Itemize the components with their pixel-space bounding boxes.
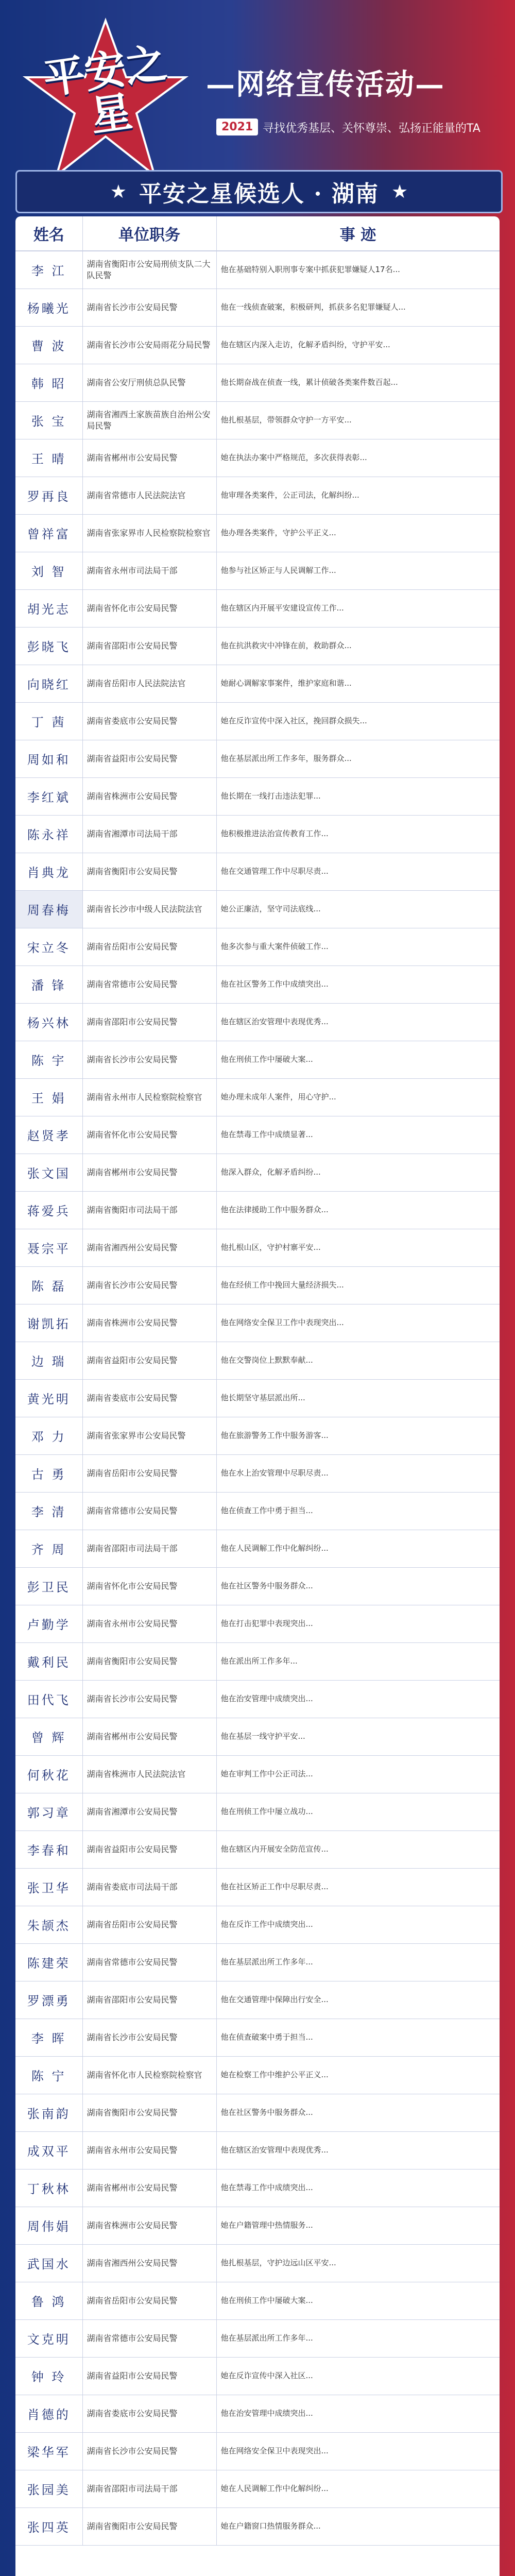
candidate-name: 张南韵 [15,2094,82,2131]
candidate-title: 湖南省长沙市公安局民警 [82,1266,216,1304]
table-row [15,928,500,965]
candidate-deed: 她耐心调解家事案件，维护家庭和谐... [216,665,500,702]
candidate-name: 何秋花 [15,1755,82,1793]
candidate-name: 卢勤学 [15,1605,82,1642]
candidate-title: 湖南省娄底市公安局民警 [82,2395,216,2432]
candidate-deed: 他在辖区治安管理中表现优秀... [216,1003,500,1041]
table-row [15,853,500,890]
candidate-deed: 她办理未成年人案件，用心守护... [216,1078,500,1116]
candidate-name: 李 晖 [15,2019,82,2056]
candidate-name: 杨兴林 [15,1003,82,1041]
candidate-title: 湖南省湘西土家族苗族自治州公安局民警 [82,401,216,439]
table-row [15,401,500,439]
table-row [15,1718,500,1755]
candidate-title: 湖南省怀化市公安局民警 [82,589,216,627]
candidate-name: 李红斌 [15,777,82,815]
candidate-name: 彭卫民 [15,1567,82,1605]
candidate-deed: 她在执法办案中严格规范，多次获得表彰... [216,439,500,477]
candidate-name: 张园美 [15,2470,82,2507]
candidate-deed: 他在交通管理中保障出行安全... [216,1981,500,2019]
candidate-title: 湖南省永州市公安局民警 [82,1605,216,1642]
candidate-title: 湖南省永州市公安局民警 [82,2131,216,2169]
candidate-deed: 他在打击犯罪中表现突出... [216,1605,500,1642]
candidate-name: 黄光明 [15,1379,82,1417]
candidate-deed: 他扎根基层，带领群众守护一方平安... [216,401,500,439]
candidate-deed: 他多次参与重大案件侦破工作... [216,928,500,965]
candidate-deed: 他在网络安全保卫工作中表现突出... [216,1304,500,1342]
candidate-title: 湖南省株洲市公安局民警 [82,777,216,815]
table-row [15,1793,500,1831]
candidate-title: 湖南省永州市人民检察院检察官 [82,1078,216,1116]
candidate-name: 罗再良 [15,477,82,514]
candidate-deed: 他在法律援助工作中服务群众... [216,1191,500,1229]
candidate-table [15,216,500,2546]
table-row [15,1454,500,1492]
table-row [15,1868,500,1906]
table-row [15,2131,500,2169]
candidate-deed: 他在反诈工作中成绩突出... [216,1906,500,1943]
table-header-row [15,216,500,251]
table-row [15,2019,500,2056]
candidate-name: 宋立冬 [15,928,82,965]
candidate-title: 湖南省张家界市人民检察院检察官 [82,514,216,552]
candidate-name: 谢凯拓 [15,1304,82,1342]
candidate-title: 湖南省益阳市公安局民警 [82,2357,216,2395]
candidate-deed: 他在交警岗位上默默奉献... [216,1342,500,1379]
table-row [15,1379,500,1417]
candidate-name: 钟 玲 [15,2357,82,2395]
candidate-title: 湖南省邵阳市司法局干部 [82,1530,216,1567]
table-row [15,1266,500,1304]
candidate-title: 湖南省郴州市公安局民警 [82,439,216,477]
candidate-name: 丁 茜 [15,702,82,740]
candidate-deed: 他在基层一线守护平安... [216,1718,500,1755]
table-row [15,815,500,853]
table-row [15,2319,500,2357]
candidate-title: 湖南省益阳市公安局民警 [82,740,216,777]
candidate-title: 湖南省湘西州公安局民警 [82,2244,216,2282]
candidate-title: 湖南省张家界市公安局民警 [82,1417,216,1454]
table-row [15,2357,500,2395]
table-row [15,2282,500,2319]
header-deed: 事 迹 [216,216,500,251]
candidate-title: 湖南省怀化市公安局民警 [82,1116,216,1154]
table-row [15,364,500,401]
candidate-deed: 他在辖区内开展平安建设宣传工作... [216,589,500,627]
candidate-name: 田代飞 [15,1680,82,1718]
candidate-title: 湖南省岳阳市公安局民警 [82,928,216,965]
candidate-name: 肖典龙 [15,853,82,890]
candidate-deed: 他在人民调解工作中化解纠纷... [216,1530,500,1567]
candidate-deed: 他在辖区内开展安全防范宣传... [216,1831,500,1868]
table-row [15,1417,500,1454]
candidate-title: 湖南省怀化市公安局民警 [82,1567,216,1605]
table-row [15,702,500,740]
candidate-deed: 她公正廉洁，坚守司法底线... [216,890,500,928]
candidate-title: 湖南省长沙市公安局民警 [82,2019,216,2056]
candidate-name: 陈建荣 [15,1943,82,1981]
candidate-deed: 他在基层派出所工作多年，服务群众... [216,740,500,777]
candidate-title: 湖南省益阳市公安局民警 [82,1831,216,1868]
candidate-deed: 他在刑侦工作中屡破大案... [216,1041,500,1078]
table-row [15,251,500,289]
table-row [15,627,500,665]
candidate-deed: 她在户籍管理中热情服务... [216,2207,500,2244]
candidate-title: 湖南省常德市公安局民警 [82,2319,216,2357]
candidate-name: 肖德的 [15,2395,82,2432]
table-row [15,1304,500,1342]
candidate-deed: 他在治安管理中成绩突出... [216,2395,500,2432]
candidate-title: 湖南省常德市公安局民警 [82,965,216,1003]
table-row [15,1831,500,1868]
candidate-name: 陈 宁 [15,2056,82,2094]
candidate-deed: 他在一线侦查破案，积极研判，抓获多名犯罪嫌疑人... [216,289,500,326]
candidate-name: 李 清 [15,1492,82,1530]
candidate-name: 丁秋林 [15,2169,82,2207]
candidate-name: 曾 辉 [15,1718,82,1755]
candidate-deed: 他在基础特别入职刑事专案中抓获犯罪嫌疑人17名... [216,251,500,289]
table-row [15,1642,500,1680]
candidate-name: 潘 锋 [15,965,82,1003]
candidate-deed: 他在辖区治安管理中表现优秀... [216,2131,500,2169]
candidate-deed: 他在旅游警务工作中服务游客... [216,1417,500,1454]
table-row [15,514,500,552]
candidate-title: 湖南省岳阳市人民法院法官 [82,665,216,702]
candidate-title: 湖南省长沙市中级人民法院法官 [82,890,216,928]
table-row [15,289,500,326]
candidate-deed: 他在刑侦工作中屡立战功... [216,1793,500,1831]
header-name: 姓名 [15,216,82,251]
candidate-title: 湖南省长沙市公安局民警 [82,2432,216,2470]
table-row [15,2432,500,2470]
candidate-title: 湖南省长沙市公安局雨花分局民警 [82,326,216,364]
year-tag: 2021 [216,118,258,135]
candidate-title: 湖南省永州市司法局干部 [82,552,216,589]
candidate-deed: 他在抗洪救灾中冲锋在前，救助群众... [216,627,500,665]
banner-title: —网络宣传活动— [206,67,445,101]
candidate-table-container [15,216,500,2576]
candidate-name: 李春和 [15,1831,82,1868]
candidate-title: 湖南省邵阳市公安局民警 [82,1003,216,1041]
candidate-title: 湖南省衡阳市公安局民警 [82,853,216,890]
candidate-name: 边 瑞 [15,1342,82,1379]
candidate-name: 向晓红 [15,665,82,702]
candidate-name: 周春梅 [15,890,82,928]
candidate-title: 湖南省衡阳市司法局干部 [82,1191,216,1229]
candidate-title: 湖南省郴州市公安局民警 [82,1154,216,1191]
candidate-title: 湖南省常德市人民法院法官 [82,477,216,514]
candidate-name: 罗漂勇 [15,1981,82,2019]
candidate-deed: 他在基层派出所工作多年... [216,1943,500,1981]
candidate-name: 周如和 [15,740,82,777]
candidate-title: 湖南省湘西州公安局民警 [82,1229,216,1266]
table-row [15,477,500,514]
table-row [15,2244,500,2282]
candidate-name: 王 娟 [15,1078,82,1116]
logo-text: 平安之星 [40,38,170,141]
candidate-name: 齐 周 [15,1530,82,1567]
table-row [15,1755,500,1793]
candidate-name: 陈永祥 [15,815,82,853]
candidate-name: 文克明 [15,2319,82,2357]
header-title: 单位职务 [82,216,216,251]
candidate-deed: 她在检察工作中维护公平正义... [216,2056,500,2094]
table-row [15,1567,500,1605]
candidate-title: 湖南省衡阳市公安局民警 [82,2094,216,2131]
candidate-name: 张文国 [15,1154,82,1191]
table-row [15,665,500,702]
candidate-deed: 他审理各类案件，公正司法，化解纠纷... [216,477,500,514]
candidate-deed: 他在禁毒工作中成绩突出... [216,2169,500,2207]
candidate-deed: 她在反诈宣传中深入社区... [216,2357,500,2395]
candidate-deed: 他在经侦工作中挽回大量经济损失... [216,1266,500,1304]
subtitle-bar [15,170,503,213]
candidate-name: 戴利民 [15,1642,82,1680]
table-row [15,1116,500,1154]
candidate-title: 湖南省邵阳市司法局干部 [82,2470,216,2507]
candidate-title: 湖南省湘潭市司法局干部 [82,815,216,853]
table-row [15,326,500,364]
candidate-name: 古 勇 [15,1454,82,1492]
candidate-deed: 他在刑侦工作中屡破大案... [216,2282,500,2319]
candidate-title: 湖南省株洲市公安局民警 [82,1304,216,1342]
candidate-deed: 她在人民调解工作中化解纠纷... [216,2470,500,2507]
candidate-name: 邓 力 [15,1417,82,1454]
table-row [15,777,500,815]
candidate-deed: 他在侦查破案中勇于担当... [216,2019,500,2056]
candidate-title: 湖南省株洲市人民法院法官 [82,1755,216,1793]
candidate-name: 成双平 [15,2131,82,2169]
table-row [15,1003,500,1041]
table-row [15,1530,500,1567]
table-row [15,1981,500,2019]
candidate-name: 张四英 [15,2507,82,2545]
table-row [15,2056,500,2094]
table-row [15,890,500,928]
table-row [15,1078,500,1116]
candidate-title: 湖南省岳阳市公安局民警 [82,1906,216,1943]
candidate-deed: 他在基层派出所工作多年... [216,2319,500,2357]
table-row [15,2395,500,2432]
candidate-deed: 他在水上治安管理中尽职尽责... [216,1454,500,1492]
table-row [15,1605,500,1642]
candidate-deed: 他在派出所工作多年... [216,1642,500,1680]
candidate-name: 陈 宇 [15,1041,82,1078]
table-row [15,1041,500,1078]
candidate-name: 武国水 [15,2244,82,2282]
candidate-title: 湖南省娄底市司法局干部 [82,1868,216,1906]
table-row [15,2470,500,2507]
header [0,0,515,216]
candidate-deed: 他长期奋战在侦查一线，累计侦破各类案件数百起... [216,364,500,401]
candidate-title: 湖南省衡阳市公安局民警 [82,1642,216,1680]
candidate-title: 湖南省怀化市人民检察院检察官 [82,2056,216,2094]
table-row [15,1680,500,1718]
candidate-title: 湖南省郴州市公安局民警 [82,2169,216,2207]
candidate-title: 湖南省邵阳市公安局民警 [82,627,216,665]
candidate-title: 湖南省湘潭市公安局民警 [82,1793,216,1831]
candidate-name: 张卫华 [15,1868,82,1906]
table-row [15,1229,500,1266]
candidate-name: 胡光志 [15,589,82,627]
candidate-title: 湖南省株洲市公安局民警 [82,2207,216,2244]
candidate-name: 郭习章 [15,1793,82,1831]
slogan: 寻找优秀基层、关怀尊崇、弘扬正能量的TA [263,122,480,135]
candidate-name: 周伟娟 [15,2207,82,2244]
table-row [15,2094,500,2131]
candidate-name: 聂宗平 [15,1229,82,1266]
candidate-name: 陈 磊 [15,1266,82,1304]
star-icon: ★ [391,181,408,202]
candidate-name: 刘 智 [15,552,82,589]
table-row [15,1154,500,1191]
table-row [15,2207,500,2244]
candidate-deed: 他扎根山区，守护村寨平安... [216,1229,500,1266]
candidate-title: 湖南省岳阳市公安局民警 [82,1454,216,1492]
candidate-deed: 他在社区警务中服务群众... [216,2094,500,2131]
table-row [15,740,500,777]
candidate-deed: 他在社区警务工作中成绩突出... [216,965,500,1003]
candidate-deed: 他在治安管理中成绩突出... [216,1680,500,1718]
candidate-deed: 她在反诈宣传中深入社区，挽回群众损失... [216,702,500,740]
table-row [15,589,500,627]
candidate-title: 湖南省岳阳市公安局民警 [82,2282,216,2319]
table-row [15,1492,500,1530]
candidate-title: 湖南省常德市公安局民警 [82,1492,216,1530]
candidate-name: 鲁 鸿 [15,2282,82,2319]
candidate-title: 湖南省长沙市公安局民警 [82,1041,216,1078]
table-row [15,965,500,1003]
candidate-name: 李 江 [15,251,82,289]
candidate-name: 王 晴 [15,439,82,477]
candidate-name: 朱颉杰 [15,1906,82,1943]
candidate-deed: 他在辖区内深入走访，化解矛盾纠纷，守护平安... [216,326,500,364]
table-row [15,2169,500,2207]
candidate-title: 湖南省长沙市公安局民警 [82,1680,216,1718]
candidate-title: 湖南省衡阳市公安局民警 [82,2507,216,2545]
candidate-title: 湖南省公安厅刑侦总队民警 [82,364,216,401]
candidate-name: 赵贤孝 [15,1116,82,1154]
candidate-title: 湖南省常德市公安局民警 [82,1943,216,1981]
candidate-deed: 他在交通管理工作中尽职尽责... [216,853,500,890]
candidate-name: 杨曦光 [15,289,82,326]
candidate-title: 湖南省邵阳市公安局民警 [82,1981,216,2019]
candidate-title: 湖南省娄底市公安局民警 [82,1379,216,1417]
candidate-title: 湖南省益阳市公安局民警 [82,1342,216,1379]
candidate-name: 张 宝 [15,401,82,439]
candidate-deed: 他办理各类案件，守护公平正义... [216,514,500,552]
candidate-deed: 他在网络安全保卫中表现突出... [216,2432,500,2470]
candidate-deed: 他长期在一线打击违法犯罪... [216,777,500,815]
table-row [15,1906,500,1943]
table-row [15,1943,500,1981]
candidate-name: 彭晓飞 [15,627,82,665]
candidate-deed: 她在户籍窗口热情服务群众... [216,2507,500,2545]
table-row [15,552,500,589]
candidate-deed: 他在社区警务中服务群众... [216,1567,500,1605]
candidate-deed: 他在侦查工作中勇于担当... [216,1492,500,1530]
table-row [15,2507,500,2545]
candidate-name: 韩 昭 [15,364,82,401]
candidate-name: 曾祥富 [15,514,82,552]
candidate-name: 蒋爱兵 [15,1191,82,1229]
candidate-deed: 他参与社区矫正与人民调解工作... [216,552,500,589]
candidate-deed: 他深入群众，化解矛盾纠纷... [216,1154,500,1191]
table-row [15,439,500,477]
candidate-deed: 他在社区矫正工作中尽职尽责... [216,1868,500,1906]
candidate-deed: 他积极推进法治宣传教育工作... [216,815,500,853]
table-row [15,1342,500,1379]
candidate-deed: 他长期坚守基层派出所... [216,1379,500,1417]
candidate-deed: 他扎根基层，守护边远山区平安... [216,2244,500,2282]
candidate-deed: 她在审判工作中公正司法... [216,1755,500,1793]
table-row [15,1191,500,1229]
page-subtitle: 平安之星候选人 · 湖南 [139,181,379,207]
candidate-title: 湖南省郴州市公安局民警 [82,1718,216,1755]
candidate-title: 湖南省娄底市公安局民警 [82,702,216,740]
star-icon: ★ [110,181,127,202]
candidate-title: 湖南省长沙市公安局民警 [82,289,216,326]
candidate-deed: 他在禁毒工作中成绩显著... [216,1116,500,1154]
candidate-title: 湖南省衡阳市公安局刑侦支队二大队民警 [82,251,216,289]
candidate-name: 梁华军 [15,2432,82,2470]
candidate-name: 曹 波 [15,326,82,364]
